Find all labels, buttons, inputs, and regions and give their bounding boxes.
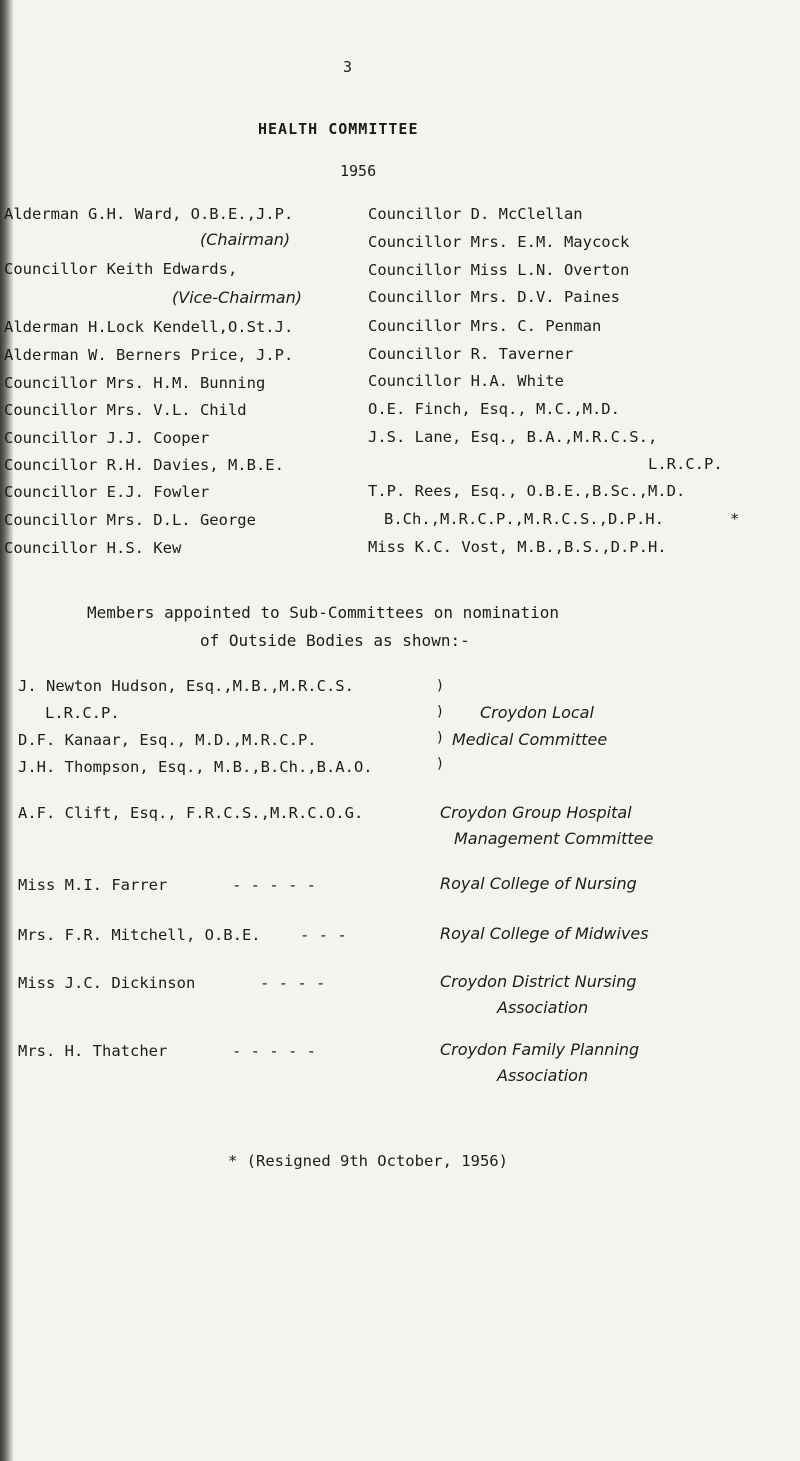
appointed-body-line-1: Royal College of Midwives (440, 924, 649, 943)
appointee-name: Miss M.I. Farrer (18, 876, 168, 894)
member-right: Councillor Mrs. E.M. Maycock (368, 233, 630, 251)
page-title: HEALTH COMMITTEE (258, 120, 419, 138)
appointed-body-line-1: Croydon Group Hospital (440, 803, 632, 822)
member-left: Councillor E.J. Fowler (4, 483, 210, 501)
group-bracket: ) (437, 704, 443, 720)
appointed-body-line-1: Croydon District Nursing (440, 972, 637, 991)
group-bracket: ) (437, 730, 443, 746)
member-right: T.P. Rees, Esq., O.B.E.,B.Sc.,M.D. (368, 482, 686, 500)
appointee-name: A.F. Clift, Esq., F.R.C.S.,M.R.C.O.G. (18, 804, 364, 822)
member-right: Miss K.C. Vost, M.B.,B.S.,D.P.H. (368, 538, 667, 556)
member-left: Alderman H.Lock Kendell,O.St.J. (4, 318, 294, 336)
resigned-marker: * (730, 510, 740, 528)
member-left: Alderman W. Berners Price, J.P. (4, 346, 294, 364)
member-role-vice-chairman: (Vice-Chairman) (172, 288, 302, 307)
intro-line-2: of Outside Bodies as shown:- (200, 631, 470, 650)
member-right: Councillor H.A. White (368, 372, 564, 390)
member-role-chairman: (Chairman) (200, 230, 291, 249)
page-year: 1956 (340, 162, 377, 180)
member-right-qualification: L.R.C.P. (648, 455, 723, 473)
group-member: J. Newton Hudson, Esq.,M.B.,M.R.C.S. (18, 677, 354, 695)
appointed-body-line-2: Association (497, 1066, 589, 1085)
appointee-name: Mrs. H. Thatcher (18, 1042, 168, 1060)
appointed-body-line-1: Croydon Family Planning (440, 1040, 640, 1059)
member-right: Councillor Mrs. D.V. Paines (368, 288, 620, 306)
leader-dashes: - - - - (260, 974, 326, 992)
member-left: Councillor Keith Edwards, (4, 260, 238, 278)
member-right: Councillor R. Taverner (368, 345, 574, 363)
member-right: Councillor D. McClellan (368, 205, 583, 223)
group-body-line-2: Medical Committee (452, 730, 608, 749)
member-right: J.S. Lane, Esq., B.A.,M.R.C.S., (368, 428, 658, 446)
appointee-name: Miss J.C. Dickinson (18, 974, 196, 992)
member-left: Alderman G.H. Ward, O.B.E.,J.P. (4, 205, 294, 223)
appointee-name: Mrs. F.R. Mitchell, O.B.E. (18, 926, 261, 944)
member-right-qualification: B.Ch.,M.R.C.P.,M.R.C.S.,D.P.H. (384, 510, 664, 528)
footnote: * (Resigned 9th October, 1956) (228, 1152, 508, 1170)
appointed-body-line-2: Association (497, 998, 589, 1017)
page-number: 3 (343, 58, 353, 76)
member-left: Councillor J.J. Cooper (4, 429, 210, 447)
group-bracket: ) (437, 678, 443, 694)
intro-line-1: Members appointed to Sub-Committees on nomination (87, 603, 560, 622)
member-left: Councillor R.H. Davies, M.B.E. (4, 456, 284, 474)
leader-dashes: - - - - - (232, 876, 316, 894)
group-member: J.H. Thompson, Esq., M.B.,B.Ch.,B.A.O. (18, 758, 373, 776)
member-right: Councillor Miss L.N. Overton (368, 261, 630, 279)
group-member-qualification: L.R.C.P. (45, 704, 120, 722)
member-left: Councillor H.S. Kew (4, 539, 182, 557)
leader-dashes: - - - - - (232, 1042, 316, 1060)
member-right: O.E. Finch, Esq., M.C.,M.D. (368, 400, 620, 418)
group-bracket: ) (437, 756, 443, 772)
member-left: Councillor Mrs. D.L. George (4, 511, 256, 529)
appointed-body-line-1: Royal College of Nursing (440, 874, 637, 893)
group-member: D.F. Kanaar, Esq., M.D.,M.R.C.P. (18, 731, 317, 749)
member-right: Councillor Mrs. C. Penman (368, 317, 602, 335)
leader-dashes: - - - (300, 926, 347, 944)
member-left: Councillor Mrs. V.L. Child (4, 401, 247, 419)
member-left: Councillor Mrs. H.M. Bunning (4, 374, 266, 392)
group-body-line-1: Croydon Local (480, 703, 594, 722)
appointed-body-line-2: Management Committee (454, 829, 654, 848)
